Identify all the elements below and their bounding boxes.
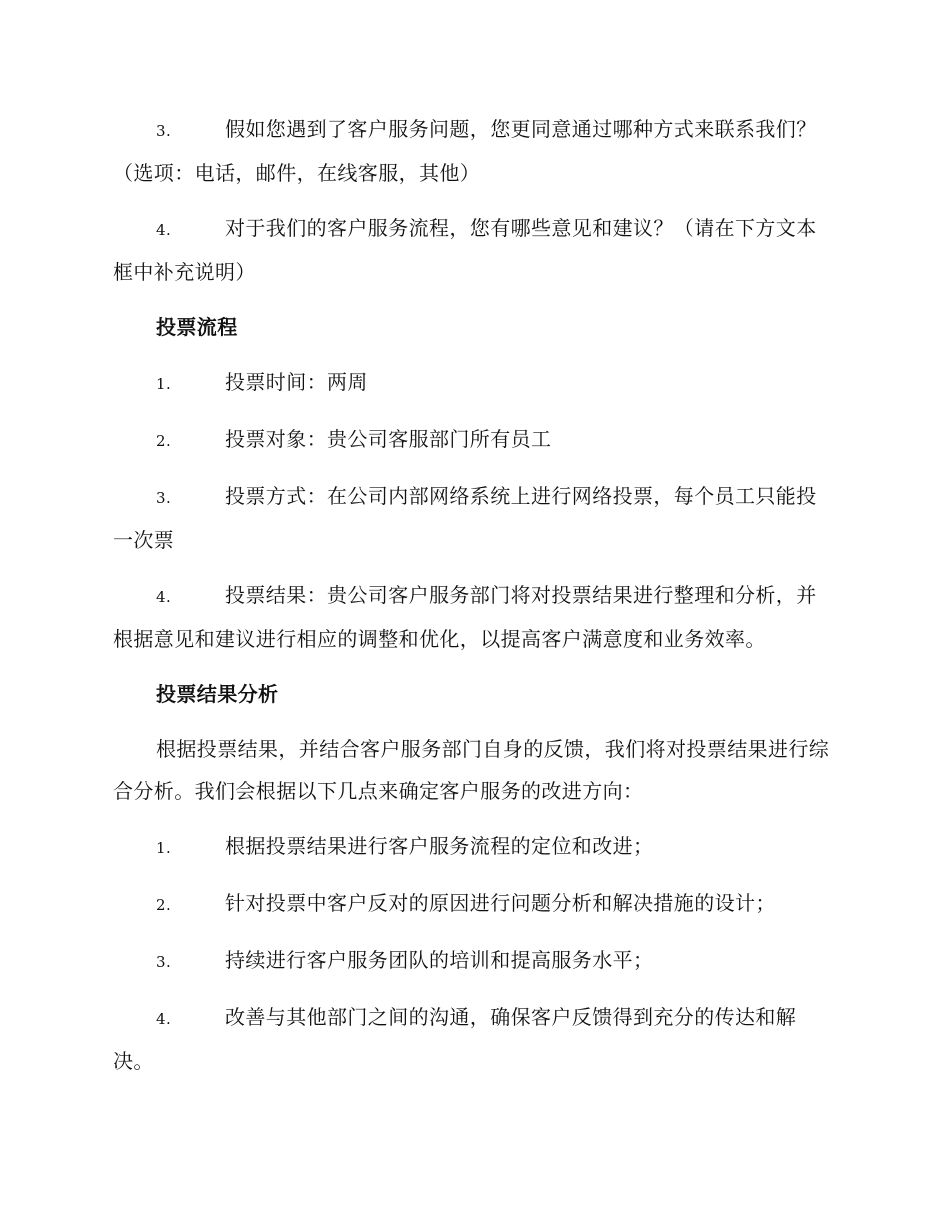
- list-number: 3.: [156, 489, 172, 507]
- list-number: 4.: [156, 1010, 172, 1028]
- list-text: 投票方式：在公司内部网络系统上进行网络投票，每个员工只能投一次票: [113, 484, 817, 552]
- list-number: 1.: [156, 839, 172, 857]
- list-number: 3.: [156, 122, 172, 140]
- section-heading-voting-process: 投票流程: [156, 315, 238, 339]
- document-content: [113, 108, 835, 1095]
- voting-process-item: [113, 418, 835, 462]
- analysis-intro-paragraph: 根据投票结果，并结合客户服务部门自身的反馈，我们将对投票结果进行综合分析。我们会根据以下几点来确定客户服务的改进方向：: [113, 737, 830, 803]
- list-number: 4.: [156, 221, 172, 239]
- list-number: 2.: [156, 432, 172, 450]
- list-text: 持续进行客户服务团队的培训和提高服务水平；: [225, 948, 654, 972]
- survey-item: [113, 108, 835, 194]
- list-text: 假如您遇到了客户服务问题，您更同意通过哪种方式来联系我们？（选项：电话，邮件，在线客服，其他）: [113, 117, 817, 185]
- voting-process-item: [113, 475, 835, 561]
- analysis-item: [113, 996, 835, 1082]
- list-text: 投票结果：贵公司客户服务部门将对投票结果进行整理和分析，并根据意见和建议进行相应的调整和优化，以提高客户满意度和业务效率。: [113, 583, 817, 651]
- list-text: 根据投票结果进行客户服务流程的定位和改进；: [225, 834, 654, 858]
- voting-process-item: [113, 361, 835, 405]
- list-number: 3.: [156, 953, 172, 971]
- list-number: 1.: [156, 375, 172, 393]
- list-number: 4.: [156, 588, 172, 606]
- list-text: 投票时间：两周: [225, 370, 368, 394]
- list-number: 2.: [156, 896, 172, 914]
- section-heading-result-analysis: 投票结果分析: [156, 682, 279, 706]
- analysis-item: [113, 882, 835, 926]
- list-text: 对于我们的客户服务流程，您有哪些意见和建议？（请在下方文本框中补充说明）: [113, 216, 817, 284]
- analysis-item: [113, 825, 835, 869]
- list-text: 改善与其他部门之间的沟通，确保客户反馈得到充分的传达和解决。: [113, 1005, 797, 1073]
- list-text: 针对投票中客户反对的原因进行问题分析和解决措施的设计；: [225, 891, 776, 915]
- list-text: 投票对象：贵公司客服部门所有员工: [225, 427, 552, 451]
- voting-process-item: [113, 574, 835, 660]
- analysis-item: [113, 939, 835, 983]
- survey-item: [113, 207, 835, 293]
